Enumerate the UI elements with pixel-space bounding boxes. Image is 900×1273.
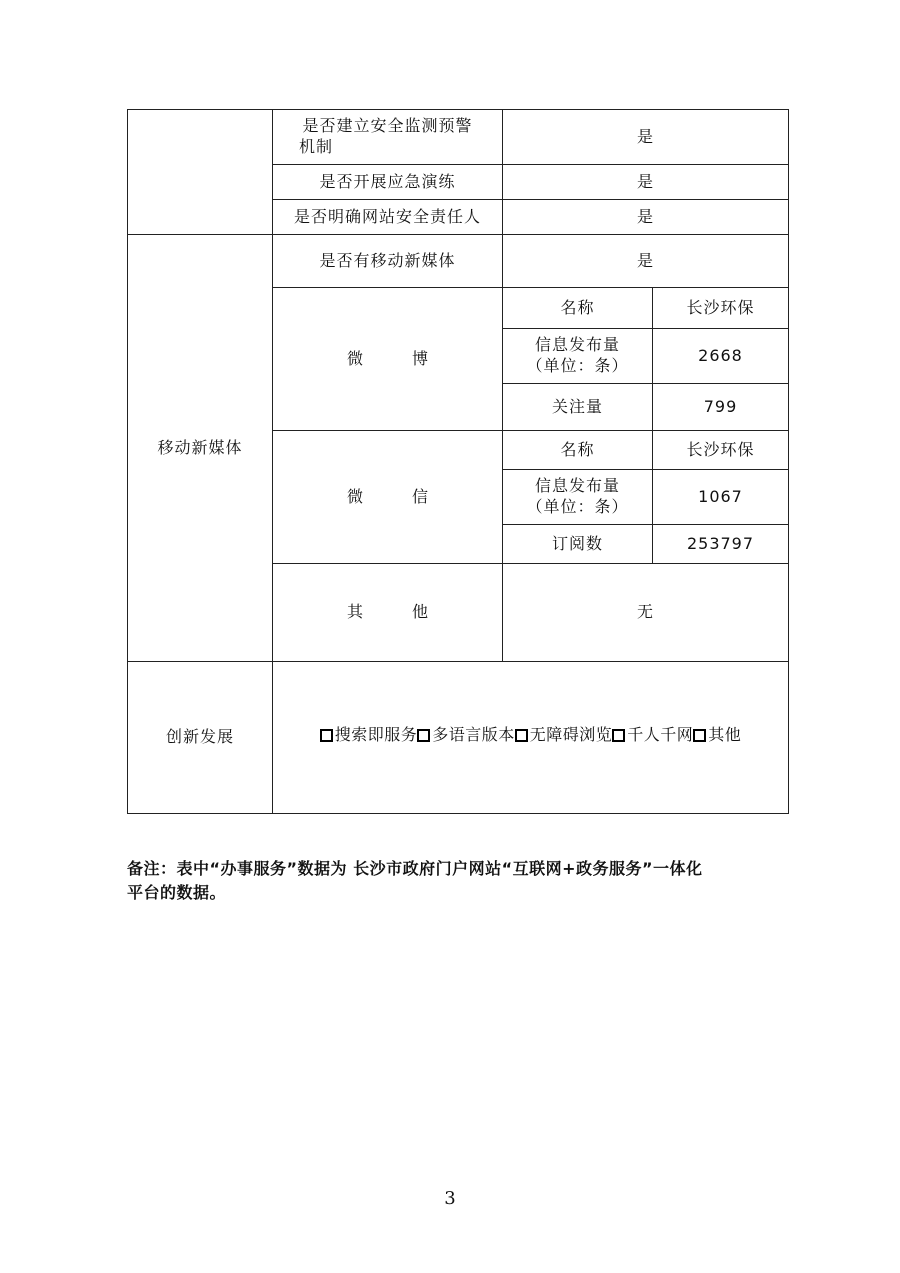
wechat-posts-label [503, 470, 653, 525]
weibo-label [273, 288, 503, 431]
wechat-label-text: 微 信 [346, 486, 451, 506]
security-monitor-label [273, 110, 503, 165]
wechat-posts-label-line2: （单位：条） [526, 497, 629, 516]
has-mobile-label: 是否有移动新媒体 [273, 235, 503, 288]
security-monitor-label-line2: 机制 [299, 137, 334, 156]
innovation-option[interactable] [515, 725, 613, 746]
security-section-cell [128, 110, 273, 235]
wechat-posts-value: 1067 [653, 470, 789, 525]
weibo-posts-label-line1: 信息发布量 [534, 335, 620, 355]
innovation-option-label: 无障碍浏览 [529, 725, 613, 745]
other-value: 无 [503, 564, 789, 662]
table-note-line1: 备注：表中“办事服务”数据为 长沙市政府门户网站“互联网+政务服务”一体化 [127, 859, 703, 878]
table-row [128, 110, 789, 165]
innovation-option[interactable] [417, 725, 515, 746]
checkbox-icon[interactable] [612, 729, 625, 742]
innovation-section-label: 创新发展 [128, 662, 273, 814]
table-row [128, 662, 789, 814]
security-owner-value: 是 [503, 200, 789, 235]
website-report-table [127, 109, 789, 814]
page-number: 3 [444, 1188, 456, 1209]
security-monitor-value: 是 [503, 110, 789, 165]
checkbox-icon[interactable] [417, 729, 430, 742]
security-monitor-label-line1: 是否建立安全监测预警 [302, 116, 473, 136]
weibo-follow-value: 799 [653, 384, 789, 431]
mobile-section-label: 移动新媒体 [128, 235, 273, 662]
table-note [127, 857, 792, 905]
innovation-options-cell [273, 662, 789, 814]
wechat-posts-label-line1: 信息发布量 [534, 476, 620, 496]
emergency-drill-label: 是否开展应急演练 [273, 165, 503, 200]
innovation-options [320, 725, 742, 746]
other-label [273, 564, 503, 662]
innovation-option[interactable] [693, 725, 741, 746]
weibo-label-text: 微 博 [346, 348, 451, 368]
table-note-line2: 平台的数据。 [127, 883, 227, 902]
weibo-name-label: 名称 [503, 288, 653, 329]
other-label-text: 其 他 [346, 602, 451, 622]
checkbox-icon[interactable] [320, 729, 333, 742]
wechat-subscribe-label: 订阅数 [503, 525, 653, 564]
wechat-label [273, 431, 503, 564]
innovation-option[interactable] [320, 725, 418, 746]
innovation-option-label: 多语言版本 [432, 725, 515, 745]
weibo-posts-value: 2668 [653, 329, 789, 384]
checkbox-icon[interactable] [515, 729, 528, 742]
innovation-option-label: 搜索即服务 [334, 725, 418, 745]
checkbox-icon[interactable] [693, 729, 706, 742]
weibo-name-value: 长沙环保 [653, 288, 789, 329]
has-mobile-value: 是 [503, 235, 789, 288]
wechat-name-value: 长沙环保 [653, 431, 789, 470]
innovation-option-label: 其他 [708, 725, 742, 745]
security-owner-label: 是否明确网站安全责任人 [273, 200, 503, 235]
wechat-name-label: 名称 [503, 431, 653, 470]
weibo-posts-label [503, 329, 653, 384]
innovation-option[interactable] [612, 725, 693, 746]
table-row [128, 235, 789, 288]
weibo-posts-label-line2: （单位：条） [526, 356, 629, 375]
emergency-drill-value: 是 [503, 165, 789, 200]
weibo-follow-label: 关注量 [503, 384, 653, 431]
innovation-option-label: 千人千网 [627, 725, 694, 745]
wechat-subscribe-value: 253797 [653, 525, 789, 564]
